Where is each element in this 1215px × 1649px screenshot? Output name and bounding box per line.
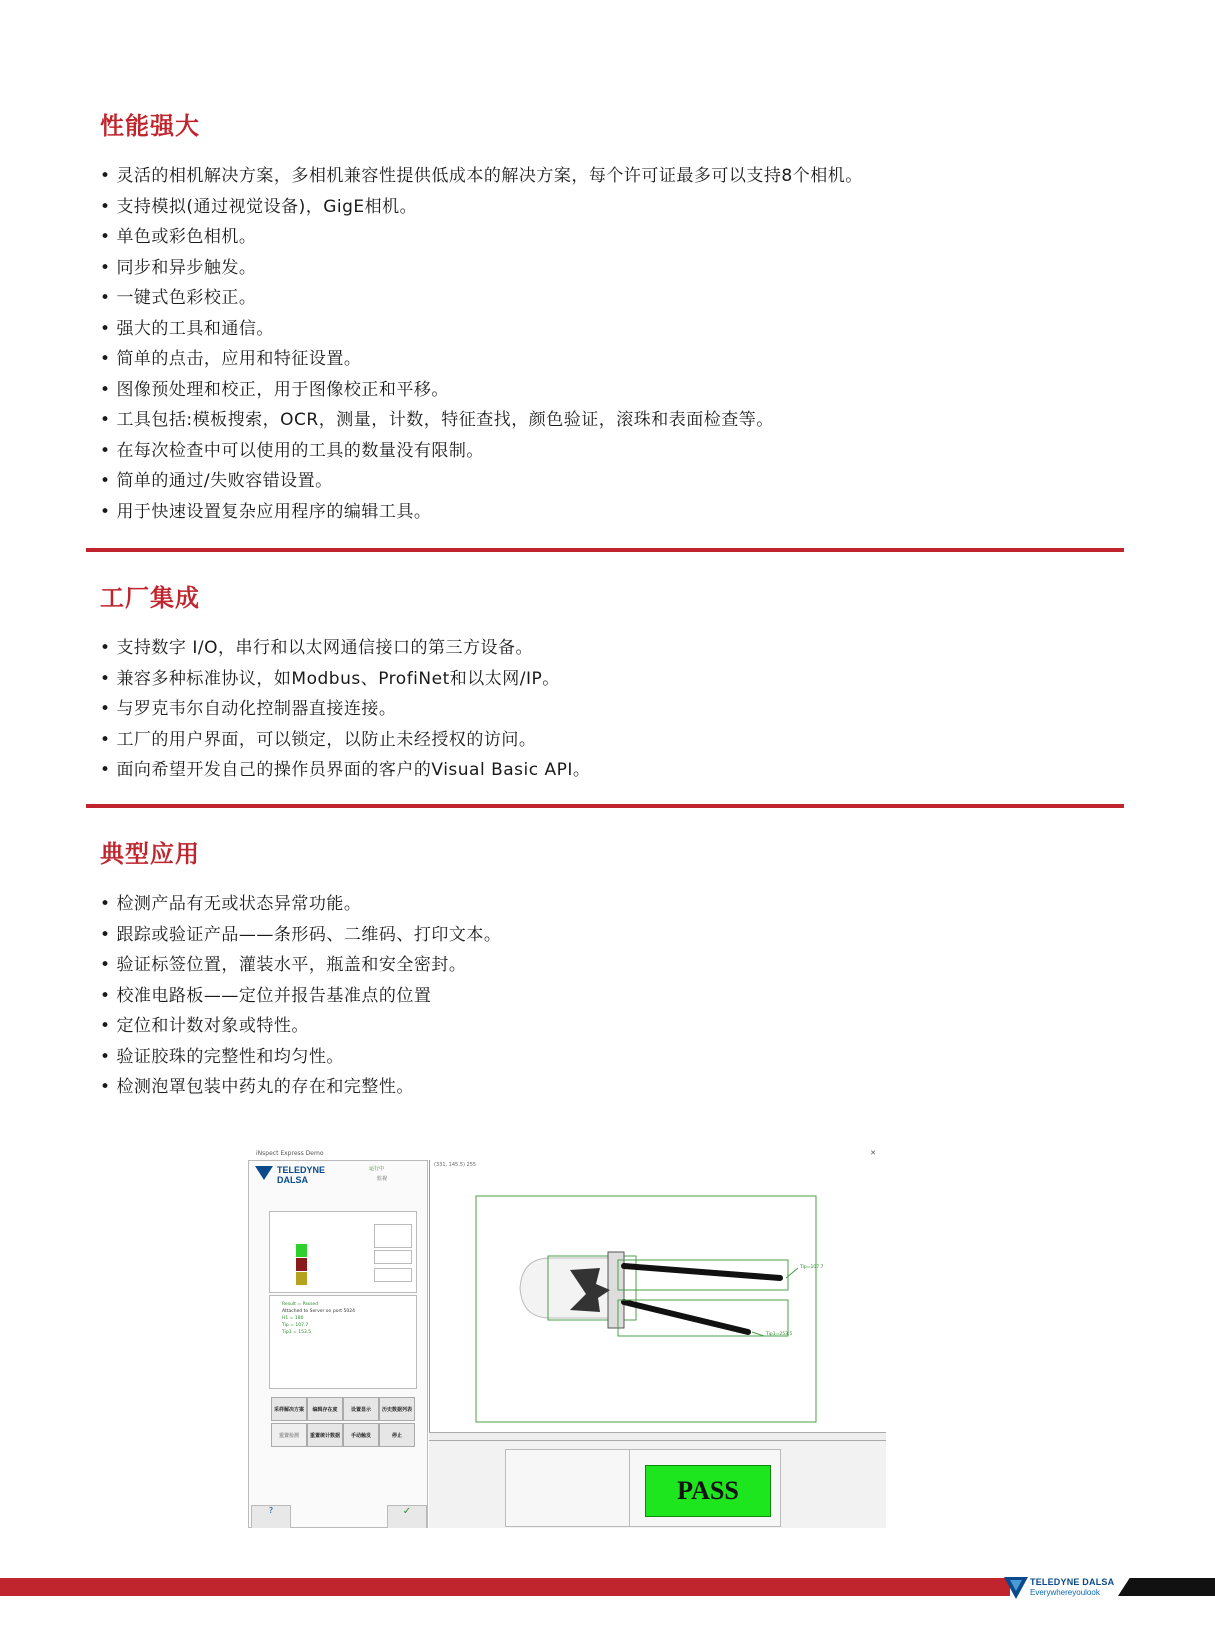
list-item: • 图像预处理和校正，用于图像校正和平移。: [100, 375, 1120, 406]
inspection-image: [430, 1160, 886, 1432]
warn-light: [296, 1272, 307, 1285]
list-item: • 用于快速设置复杂应用程序的编辑工具。: [100, 497, 1120, 528]
measure-label: Tip1=253.5: [766, 1332, 793, 1337]
history-list-button[interactable]: 历史数据列表: [379, 1397, 415, 1421]
section-title: 性能强大: [100, 112, 200, 140]
list-item: • 支持数字 I/O，串行和以太网通信接口的第三方设备。: [100, 633, 1120, 664]
footer-accent: [1118, 1578, 1215, 1596]
list-item: • 检测泡罩包装中药丸的存在和完整性。: [100, 1072, 1120, 1103]
time-box: [374, 1224, 412, 1248]
result-panel: [429, 1440, 886, 1528]
list-item: • 支持模拟(通过视觉设备)，GigE相机。: [100, 192, 1120, 223]
list-item: • 兼容多种标准协议，如Modbus、ProfiNet和以太网/IP。: [100, 664, 1120, 695]
window-titlebar: [248, 1148, 886, 1160]
confirm-icon[interactable]: ✓: [387, 1505, 427, 1528]
list-item: • 验证标签位置，灌装水平，瓶盖和安全密封。: [100, 950, 1120, 981]
section-divider: [86, 804, 1124, 808]
tree-item: H1 = 180: [282, 1316, 304, 1321]
section-divider: [86, 548, 1124, 552]
result-tree: [269, 1295, 417, 1389]
list-item: • 检测产品有无或状态异常功能。: [100, 889, 1120, 920]
list-item: • 工具包括:模板搜索，OCR，测量，计数，特征查找，颜色验证，滚珠和表面检查等。: [100, 405, 1120, 436]
window-title: iNspect Express Demo: [256, 1150, 324, 1157]
list-item: • 跟踪或验证产品——条形码、二维码、打印文本。: [100, 920, 1120, 951]
list-item: • 与罗克韦尔自动化控制器直接连接。: [100, 694, 1120, 725]
tree-item: Attached to Server on port 5024: [282, 1309, 355, 1314]
list-item: • 定位和计数对象或特性。: [100, 1011, 1120, 1042]
list-item: • 校准电路板——定位并报告基准点的位置: [100, 981, 1120, 1012]
list-item: • 在每次检查中可以使用的工具的数量没有限制。: [100, 436, 1120, 467]
footer-logo: [1004, 1576, 1120, 1600]
stop-button[interactable]: 停止: [379, 1423, 415, 1447]
list-item: • 面向希望开发自己的操作员界面的客户的Visual Basic API。: [100, 755, 1120, 786]
section-factory-integration: [100, 578, 1120, 786]
section-performance: [100, 106, 1120, 527]
section-title: 典型应用: [100, 840, 200, 868]
monitor-label[interactable]: 监视: [377, 1176, 388, 1182]
list-item: • 一键式色彩校正。: [100, 283, 1120, 314]
tree-item: Tip1 = 153.5: [282, 1330, 312, 1335]
sample-solution-button[interactable]: 采样解决方案: [271, 1397, 307, 1421]
tree-item: Tip = 107.7: [282, 1323, 309, 1328]
measure-label: Tip=107.7: [800, 1265, 824, 1270]
close-icon[interactable]: ✕: [870, 1149, 876, 1157]
list-item: • 简单的通过/失败容错设置。: [100, 466, 1120, 497]
list-item: • 灵活的相机解决方案，多相机兼容性提供低成本的解决方案，每个许可证最多可以支持8个相机。: [100, 161, 1120, 192]
list-item: • 简单的点击，应用和特征设置。: [100, 344, 1120, 375]
help-icon[interactable]: ?: [251, 1505, 291, 1528]
list-item: • 验证胶珠的完整性和均匀性。: [100, 1042, 1120, 1073]
image-path: (331, 145.5) 255: [434, 1162, 477, 1168]
footer-brand: TELEDYNE DALSA: [1030, 1577, 1115, 1587]
section-typical-applications: [100, 834, 1120, 1103]
footer-bar: [0, 1578, 1010, 1596]
time-box: [374, 1250, 412, 1264]
pass-light: [296, 1244, 307, 1257]
list-item: • 工厂的用户界面，可以锁定，以防止未经授权的访问。: [100, 725, 1120, 756]
camera-view[interactable]: [429, 1160, 886, 1432]
section-title: 工厂集成: [100, 584, 200, 612]
list-item: • 强大的工具和通信。: [100, 314, 1120, 345]
statistics-box: [269, 1211, 417, 1293]
reset-stats-button[interactable]: 重置统计数据: [307, 1423, 343, 1447]
teledyne-logo: TELEDYNE DALSA: [255, 1164, 345, 1186]
logo-mark-icon: [255, 1166, 273, 1180]
list-item: • 单色或彩色相机。: [100, 222, 1120, 253]
footer-tagline: Everywhereyoulook: [1030, 1588, 1100, 1597]
feature-list: [100, 161, 1120, 527]
pass-indicator: PASS: [645, 1465, 771, 1517]
control-panel: [248, 1160, 428, 1528]
feature-list: [100, 633, 1120, 786]
tree-item: Result = Passed: [282, 1302, 319, 1307]
system-info-box: [505, 1449, 633, 1527]
display-settings-button[interactable]: 设置显示: [343, 1397, 379, 1421]
fail-light: [296, 1258, 307, 1271]
feature-list: [100, 889, 1120, 1103]
software-screenshot: [248, 1148, 886, 1528]
manual-trigger-button[interactable]: 手动触发: [343, 1423, 379, 1447]
list-item: • 同步和异步触发。: [100, 253, 1120, 284]
mode-label[interactable]: 运行中: [369, 1166, 385, 1172]
teledyne-logo-icon: [1004, 1577, 1028, 1599]
reset-inspection-button[interactable]: 重置检测: [271, 1423, 307, 1447]
edit-button[interactable]: 编辑存在度: [307, 1397, 343, 1421]
time-box: [374, 1268, 412, 1282]
